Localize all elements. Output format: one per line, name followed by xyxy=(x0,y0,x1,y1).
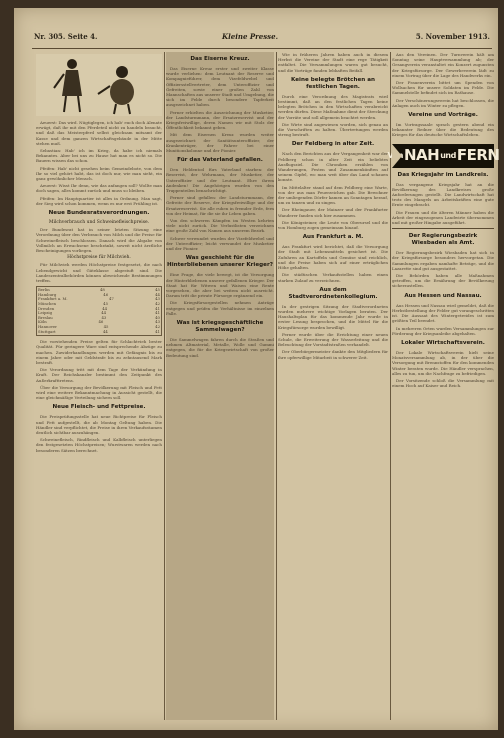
header-rule xyxy=(32,48,492,49)
price-table xyxy=(36,286,162,336)
column-1: Aeuerst: Das wird. Nügtiglegen, ich hab' euch doch Alenate erwägt, daß ihr mit den Pferdeteil nicht zu handeln braucht, und daß das Meisterpferd selbst gleichsam mitsamt der Kasse und dem ganzen Wirtschaftsgebäude in der Mitte stehen muß. Sebastian: Hab' ich im Krieg, da habe ich niemals Bekanntes. Aber bei uns zu Hause hat man es nicht so. Die Bauern wissen das schon. Pfeifen: Hab' nicht gesehen beim Gemeindebote, von dem Ihr so viel gehört habt, das ist doch nur, wie man sieht, ein ganz gewöhnlicher Mensch. Aeuerst: Wisst Ihr denn, wie das anfangen soll? Wollte man doch sagen, alles kommt zurück und muss so bleiben. Pfeifen: Im Hauptquartier ist alles in Ordnung. Man sagt, der Sieg wird schon kommen, wenn es nur erst Frühling ist. Neue Bundesratsverordnungen. Milchverbrauch und Schweinefleischpreise. Der Bundesrat hat in seiner letzten Sitzung eine Verordnung über den Verbrauch von Milch und die Preise für Schweinefleisch beschlossen. Danach wird die Abgabe von Vollmilch an Erwachsene beschränkt, soweit nicht ärztliche Bescheinigungen vorliegen. Höchstpreise für Milchvieh. Für Milchvieh werden Höchstpreise festgesetzt, die nach Lebendgewicht und Güteklasse abgestuft sind. Die Landeszentralbehörden können abweichende Bestimmungen treffen. Berlin 48 45 Hamburg 46 44 Frankfurt a. M. 47 43 München 45 42 Dresden 44 41 Leipzig 44 41 Breslau 43 40 Köln 46 43 Hannover 45 42 Stuttgart 44 41 Die vorstehenden Preise gelten für Schlachtvieh bester Qualität. Für geringere Ware sind entsprechende Abzüge zu machen. Zuwiderhandlungen werden mit Gefängnis bis zu einem Jahre oder mit Geldstrafe bis zu zehntausend Mark bestraft. Die Verordnung tritt mit dem Tage der Verkündung in Kraft. Der Reichskanzler bestimmt den Zeitpunkt des Außerkrafttretens. Über die Versorgung der Bevölkerung mit Fleisch und Fett wird eine weitere Bekanntmachung in Aussicht gestellt, die eine gleichmäßige Verteilung sichern soll. Neue Fleisch- und Fettpreise. Die Preisprüfungsstelle hat neue Richtpreise für Fleisch und Fett aufgestellt, die ab Montag Geltung haben. Die Händler sind verpflichtet, die Preise in ihren Verkaufsräumen deutlich sichtbar auszuhängen. Schweinefleisch, Rindfleisch und Kalbfleisch unterliegen den festgesetzten Höchstpreisen; Wurstwaren werden nach besonderen Sätzen berechnet. xyxy=(36,52,162,720)
headline-frankfurt: Aus Frankfurt a. M. xyxy=(302,234,364,241)
headline-regierungsbezirk: Der Regierungsbezirk Wiesbaden als Amt. xyxy=(408,233,478,247)
headline-fleisch: Neue Fleisch- und Fettpreise. xyxy=(52,404,146,411)
table-row: Berlin 48 45 xyxy=(38,287,160,293)
table-row: Dresden 44 41 xyxy=(38,305,160,311)
headline-wirtschaftsverein: Lokaler Wirtschaftsverein. xyxy=(401,339,485,346)
headline-stadtverordnete: Aus dem Stadtverordnetenkollegium. xyxy=(288,286,378,300)
headline-sammelwagen: Was ist kriegsgeschäftliche Sammelwagen? xyxy=(176,319,264,333)
table-row: Hamburg 46 44 xyxy=(38,291,160,297)
column-4: Aus den Vereinen. Der Turnverein hält am Sonntag seine Hauptversammlung ab; der Gesangverein veranstaltet ein Konzert zugunsten der Kriegsfürsorge. Der Gewerbeverein lädt zu einem Vortrag über die Lage des Handwerks ein. Der Frauenverein bittet um Spenden von Wollsachen für unsere Soldaten im Felde. Die Sammelstelle befindet sich im Rathause. Der Verschönerungsverein hat beschlossen, die Anlagen auch im Winter zu pflegen. Vereine und Vorträge. Im Vortragssaale sprach gestern abend ein bekannter Redner über die Bedeutung des Krieges für das deutsche Wirtschaftsleben. Von NAH und FERN Das Kriegsjahr im Landkreis. Das vergangene Kriegsjahr hat an die Bevölkerung des Landkreises große Anforderungen gestellt. Die Landwirtschaft hat trotz des Mangels an Arbeitskräften eine gute Ernte eingebracht. Die Frauen und die älteren Männer haben die Arbeit der eingezogenen Landwirte übernommen und mit großer Hingabe ausgeführt. Der Regierungsbezirk Wiesbaden als Amt. Der Regierungsbezirk Wiesbaden hat sich in der Kriegsfürsorge besonders hervorgetan. Die Sammlungen ergaben namhafte Beträge, und die Lazarette sind gut ausgestattet. Die Behörden haben alle Maßnahmen getroffen, um die Ernährung der Bevölkerung sicherzustellen. Aus Hessen und Nassau. Aus Hessen und Nassau wird gemeldet, daß die Herbstbestellung der Felder gut vorangeschritten ist. Die Aussaat des Wintergetreides ist zum größten Teil beendet. In mehreren Orten wurden Versammlungen zur Förderung der Kriegsanleihe abgehalten. Lokaler Wirtschaftsverein. Der Lokale Wirtschaftsverein hielt seine Monatsversammlung ab, in der über die Versorgung mit Brennstoffen für den kommenden Winter beraten wurde. Die Händler versprachen, alles zu tun, um die Nachfrage zu befriedigen. Der Vorsitzende schloß die Versammlung mit einem Hoch auf Kaiser und Reich. xyxy=(387,52,500,389)
newspaper-title: Kleine Presse. xyxy=(222,32,279,41)
column-separator xyxy=(164,52,165,720)
column-separator xyxy=(276,52,277,720)
von-nah-und-fern-banner: Von NAH und FERN xyxy=(392,144,494,168)
banner-arrow-icon xyxy=(392,144,402,168)
table-row: Hannover 45 42 xyxy=(38,324,160,330)
headline-kriegsjahr: Das Kriegsjahr im Landkreis. xyxy=(397,171,489,178)
headline-vereine: Vereine und Vorträge. xyxy=(408,112,478,119)
table-row: Frankfurt a. M. 47 43 xyxy=(38,296,160,302)
headline-hinterbliebene: Was geschieht für die Hinterbliebenen unserer Krieger? xyxy=(167,255,273,269)
headline-hessen-nassau: Aus Hessen und Nassau. xyxy=(404,292,482,299)
table-row: Köln 46 43 xyxy=(38,319,160,325)
headline-vaterland: Für das Vaterland gefallen. xyxy=(177,157,263,164)
cartoon-illustration xyxy=(36,54,162,116)
cartoon-figures-icon xyxy=(36,54,162,116)
headline-broetchen: Keine belegte Brötchen an festlichen Tagen. xyxy=(291,76,375,90)
headline-eisernes-kreuz: Das Eiserne Kreuz. xyxy=(190,56,250,62)
table-row: Breslau 43 40 xyxy=(38,314,160,320)
divider xyxy=(392,228,494,229)
section-hoechstpreise: Höchstpreise für Milchvieh. xyxy=(67,255,131,261)
column-2: Das Eiserne Kreuz. Das Eiserne Kreuz erster und zweiter Klasse wurde verliehen: dem Leutnant der Reserve und Kompagnieführer, dem Vizefeldwebel und Offiziersstellvertreter, dem Unteroffizier und Gefreiten, sowie einer großen Zahl von Mannschaften aus unserer Stadt und Umgebung, die sich im Felde durch besondere Tapferkeit ausgezeichnet haben. Ferner erhielten die Auszeichnung der Musketier, der Landsturmmann, der Ersatzreservist und der Kriegsfreiwillige, deren Namen wir mit Stolz der Öffentlichkeit bekannt geben. Mit dem Eisernen Kreuz wurden weiter ausgezeichnet: der Sanitätsunteroffizier, der Krankenträger, der Fahrer bei einer Munitionskolonne und der Pionier. Für das Vaterland gefallen. Den Heldentod fürs Vaterland starben: der Reservist, der Wehrmann, der Musketier, der Unteroffizier und der Leutnant. Ehre ihrem Andenken! Die Angehörigen wurden von den Truppenteilen benachrichtigt. Ferner sind gefallen: der Landsturmmann, der Gefreite der Reserve, der Kriegsfreiwillige und der Ersatzreservist. Sie alle ruhen in fremder Erde, fern von der Heimat, für die sie ihr Leben gaben. Von den schweren Kämpfen im Westen kehrten viele nicht zurück. Die Verlustlisten verzeichnen eine große Zahl von Namen aus unserem Bezirk. Schwer verwundet wurden der Vizefeldwebel und der Unteroffizier; leicht verwundet der Musketier und der Pionier. Was geschieht für die Hinterbliebenen unserer Krieger? Eine Frage, die viele bewegt, ist die Versorgung der Hinterbliebenen unserer gefallenen Krieger. Der Staat hat für Witwen und Waisen eine Rente vorgesehen, die aber bei weitem nicht ausreicht. Darum tritt die private Fürsorge ergänzend ein. Die Kriegsfürsorgestellen nehmen Anträge entgegen und prüfen die Verhältnisse im einzelnen Falle. Was ist kriegsgeschäftliche Sammelwagen? Die Sammelwagen fahren durch die Straßen und nehmen Altmaterial, Metalle, Wolle und Gummi entgegen, die für die Kriegswirtschaft von großer Bedeutung sind. xyxy=(166,52,274,720)
page-header xyxy=(14,30,498,44)
table-row: Leipzig 44 41 xyxy=(38,310,160,316)
table-row: München 45 42 xyxy=(38,301,160,307)
table-row: Stuttgart 44 41 xyxy=(38,328,160,334)
issue-date: 5. November 1913. xyxy=(415,32,490,41)
column-3: Wie in früheren Jahren haben auch in diesem Herbst die Vereine der Stadt eine rege Tätigkeit entfaltet. Die Versammlungen waren gut besucht, und die Vorträge fanden lebhaften Beifall. Keine belegte Brötchen an festlichen Tagen. Durch eine Verordnung des Magistrats wird bestimmt, daß an den festlichen Tagen keine belegten Brötchen in den Wirtschaften verabreicht werden dürfen. Diese Maßnahme dient der Streckung der Vorräte und soll allgemein beachtet werden. Die Wirte sind angewiesen worden, sich genau an die Vorschriften zu halten. Übertretungen werden streng bestraft. Der Feldberg in alter Zeit. Nach den Berichten aus der Vergangenheit war der Feldberg schon in alter Zeit ein beliebtes Ausflugsziel. Die Chroniken erzählen von Wanderungen, Festen und Zusammenkünften auf seinem Gipfel, wo man weit über das Land schauen konnte. Im Mittelalter stand auf dem Feldberg eine Warte, von der aus man Feuerzeichen gab. Die Bewohner der umliegenden Dörfer kamen an Sonntagen herauf, um zu tanzen und zu singen. Der Rheingauer, der Mainzer und der Frankfurter Wanderer fanden sich hier zusammen. Die Königsteiner, die Leute von Oberursel und die von Homburg zogen gemeinsam hinauf. Aus Frankfurt a. M. Aus Frankfurt wird berichtet, daß die Versorgung der Stadt mit Lebensmitteln gesichert ist. Die Zufuhren an Kartoffeln und Gemüse sind reichlich, und die Preise haben sich auf einer erträglichen Höhe gehalten. Die städtischen Verkaufsstellen haben einen starken Zulauf zu verzeichnen. Aus dem Stadtverordnetenkollegium. In der gestrigen Sitzung der Stadtverordneten wurden mehrere wichtige Vorlagen beraten. Der Haushaltsplan für das kommende Jahr wurde in erster Lesung besprochen, und die Mittel für die Kriegsfürsorge wurden bewilligt. Ferner wurde über die Errichtung einer neuen Schule, die Erweiterung der Wasserleitung und die Beleuchtung der Vorstadtstraßen verhandelt. Der Oberbürgermeister dankte den Mitgliedern für ihre opferwillige Mitarbeit in schwerer Zeit. xyxy=(278,52,388,360)
subheadline-milch: Milchverbrauch und Schweinefleischpreise. xyxy=(48,220,150,226)
headline-bundesrat: Neue Bundesratsverordnungen. xyxy=(48,210,150,217)
headline-feldberg: Der Feldberg in alter Zeit. xyxy=(291,141,375,148)
newspaper-page xyxy=(14,8,498,730)
issue-number: Nr. 305. Seite 4. xyxy=(34,32,98,41)
